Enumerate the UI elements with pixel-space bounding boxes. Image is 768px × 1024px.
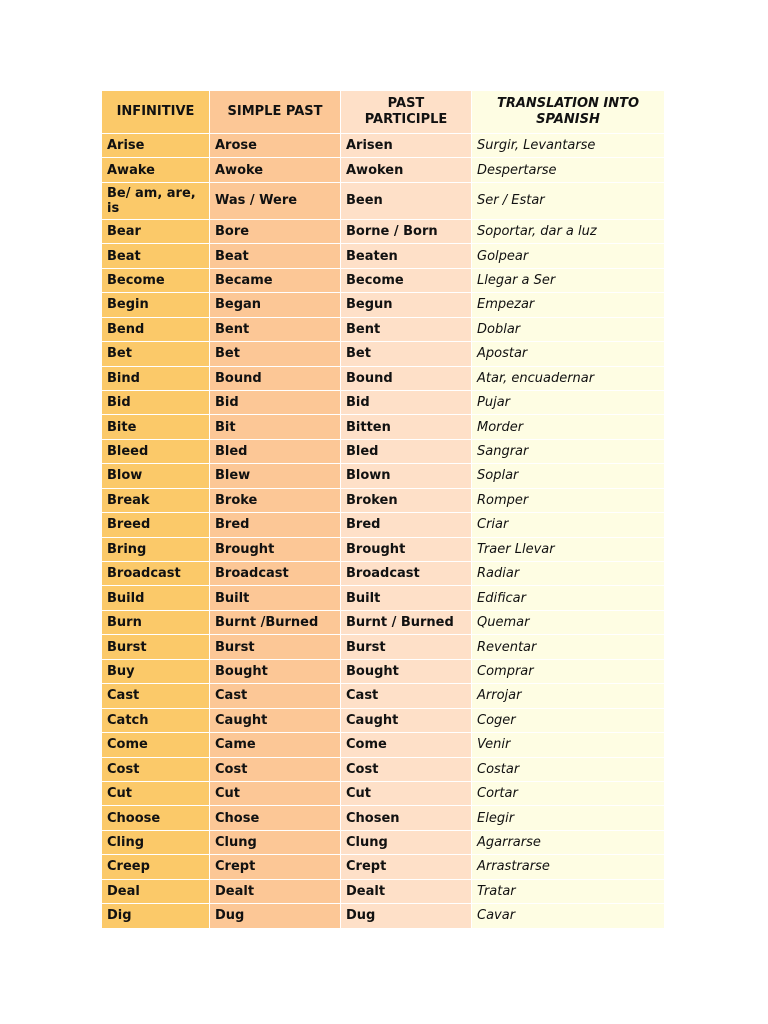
- cell-translation: Pujar: [472, 390, 665, 414]
- table-row: [102, 366, 665, 390]
- table-row: [102, 830, 665, 854]
- cell-past-participle: Chosen: [341, 805, 472, 829]
- cell-past-participle: Cast: [341, 683, 472, 707]
- table-row: [102, 561, 665, 585]
- cell-infinitive: Become: [102, 268, 210, 292]
- header-past-participle: PAST PARTICIPLE: [341, 91, 472, 133]
- cell-infinitive: Blow: [102, 463, 210, 487]
- cell-past-participle: Become: [341, 268, 472, 292]
- cell-infinitive: Burn: [102, 610, 210, 634]
- cell-infinitive: Be/ am, are, is: [102, 182, 210, 219]
- cell-simple-past: Blew: [210, 463, 341, 487]
- header-translation: TRANSLATION INTO SPANISH: [472, 91, 665, 133]
- cell-past-participle: Been: [341, 182, 472, 219]
- table-row: [102, 537, 665, 561]
- cell-translation: Soportar, dar a luz: [472, 219, 665, 243]
- cell-past-participle: Borne / Born: [341, 219, 472, 243]
- cell-translation: Coger: [472, 708, 665, 732]
- cell-translation: Cortar: [472, 781, 665, 805]
- table-row: [102, 781, 665, 805]
- cell-simple-past: Bred: [210, 512, 341, 536]
- cell-translation: Agarrarse: [472, 830, 665, 854]
- table-header-row: [102, 91, 665, 133]
- cell-past-participle: Bid: [341, 390, 472, 414]
- cell-translation: Costar: [472, 757, 665, 781]
- cell-past-participle: Broken: [341, 488, 472, 512]
- cell-translation: Tratar: [472, 879, 665, 903]
- table-row: [102, 268, 665, 292]
- cell-infinitive: Deal: [102, 879, 210, 903]
- table-body: [102, 133, 665, 928]
- table-row: [102, 585, 665, 609]
- cell-simple-past: Bid: [210, 390, 341, 414]
- cell-infinitive: Cost: [102, 757, 210, 781]
- cell-simple-past: Bought: [210, 659, 341, 683]
- cell-infinitive: Bend: [102, 317, 210, 341]
- cell-past-participle: Bred: [341, 512, 472, 536]
- cell-simple-past: Burnt /Burned: [210, 610, 341, 634]
- cell-simple-past: Bent: [210, 317, 341, 341]
- irregular-verbs-table: [102, 91, 665, 928]
- cell-infinitive: Bleed: [102, 439, 210, 463]
- cell-translation: Criar: [472, 512, 665, 536]
- cell-infinitive: Arise: [102, 133, 210, 157]
- table-row: [102, 732, 665, 756]
- cell-translation: Comprar: [472, 659, 665, 683]
- cell-infinitive: Choose: [102, 805, 210, 829]
- cell-translation: Soplar: [472, 463, 665, 487]
- cell-simple-past: Came: [210, 732, 341, 756]
- cell-translation: Romper: [472, 488, 665, 512]
- table-row: [102, 182, 665, 219]
- cell-translation: Despertarse: [472, 157, 665, 181]
- cell-translation: Arrastrarse: [472, 854, 665, 878]
- cell-infinitive: Creep: [102, 854, 210, 878]
- cell-translation: Edificar: [472, 585, 665, 609]
- cell-past-participle: Burnt / Burned: [341, 610, 472, 634]
- cell-translation: Arrojar: [472, 683, 665, 707]
- cell-infinitive: Buy: [102, 659, 210, 683]
- table-row: [102, 634, 665, 658]
- cell-translation: Llegar a Ser: [472, 268, 665, 292]
- cell-infinitive: Breed: [102, 512, 210, 536]
- cell-simple-past: Awoke: [210, 157, 341, 181]
- cell-infinitive: Cut: [102, 781, 210, 805]
- cell-past-participle: Bought: [341, 659, 472, 683]
- cell-translation: Surgir, Levantarse: [472, 133, 665, 157]
- cell-past-participle: Cost: [341, 757, 472, 781]
- cell-past-participle: Bitten: [341, 414, 472, 438]
- cell-infinitive: Begin: [102, 292, 210, 316]
- table-row: [102, 292, 665, 316]
- table-row: [102, 659, 665, 683]
- cell-translation: Morder: [472, 414, 665, 438]
- cell-simple-past: Dealt: [210, 879, 341, 903]
- cell-translation: Elegir: [472, 805, 665, 829]
- cell-simple-past: Brought: [210, 537, 341, 561]
- table-row: [102, 879, 665, 903]
- cell-past-participle: Cut: [341, 781, 472, 805]
- cell-past-participle: Come: [341, 732, 472, 756]
- cell-past-participle: Broadcast: [341, 561, 472, 585]
- cell-infinitive: Build: [102, 585, 210, 609]
- cell-infinitive: Bid: [102, 390, 210, 414]
- table-row: [102, 757, 665, 781]
- cell-simple-past: Cut: [210, 781, 341, 805]
- table-row: [102, 219, 665, 243]
- cell-infinitive: Bind: [102, 366, 210, 390]
- cell-infinitive: Bite: [102, 414, 210, 438]
- table-row: [102, 610, 665, 634]
- table-row: [102, 683, 665, 707]
- cell-simple-past: Clung: [210, 830, 341, 854]
- cell-past-participle: Bent: [341, 317, 472, 341]
- cell-simple-past: Broke: [210, 488, 341, 512]
- table-row: [102, 133, 665, 157]
- table-row: [102, 341, 665, 365]
- cell-infinitive: Beat: [102, 243, 210, 267]
- cell-simple-past: Broadcast: [210, 561, 341, 585]
- cell-past-participle: Burst: [341, 634, 472, 658]
- cell-translation: Empezar: [472, 292, 665, 316]
- cell-translation: Apostar: [472, 341, 665, 365]
- cell-past-participle: Caught: [341, 708, 472, 732]
- cell-simple-past: Was / Were: [210, 182, 341, 219]
- table-row: [102, 317, 665, 341]
- cell-infinitive: Bear: [102, 219, 210, 243]
- cell-past-participle: Begun: [341, 292, 472, 316]
- table-row: [102, 512, 665, 536]
- cell-infinitive: Burst: [102, 634, 210, 658]
- table-row: [102, 463, 665, 487]
- table-row: [102, 157, 665, 181]
- table-row: [102, 390, 665, 414]
- header-simple-past: SIMPLE PAST: [210, 91, 341, 133]
- cell-translation: Cavar: [472, 903, 665, 927]
- cell-simple-past: Cost: [210, 757, 341, 781]
- cell-past-participle: Arisen: [341, 133, 472, 157]
- cell-simple-past: Bet: [210, 341, 341, 365]
- cell-translation: Venir: [472, 732, 665, 756]
- cell-past-participle: Built: [341, 585, 472, 609]
- cell-past-participle: Bled: [341, 439, 472, 463]
- cell-past-participle: Dealt: [341, 879, 472, 903]
- table-row: [102, 414, 665, 438]
- cell-simple-past: Chose: [210, 805, 341, 829]
- cell-simple-past: Bound: [210, 366, 341, 390]
- cell-simple-past: Arose: [210, 133, 341, 157]
- cell-infinitive: Bring: [102, 537, 210, 561]
- cell-simple-past: Became: [210, 268, 341, 292]
- cell-simple-past: Built: [210, 585, 341, 609]
- cell-infinitive: Awake: [102, 157, 210, 181]
- cell-translation: Reventar: [472, 634, 665, 658]
- cell-translation: Atar, encuadernar: [472, 366, 665, 390]
- cell-past-participle: Beaten: [341, 243, 472, 267]
- cell-infinitive: Bet: [102, 341, 210, 365]
- table-row: [102, 805, 665, 829]
- cell-simple-past: Bit: [210, 414, 341, 438]
- cell-translation: Golpear: [472, 243, 665, 267]
- cell-translation: Quemar: [472, 610, 665, 634]
- table-row: [102, 708, 665, 732]
- cell-infinitive: Dig: [102, 903, 210, 927]
- cell-infinitive: Break: [102, 488, 210, 512]
- cell-simple-past: Beat: [210, 243, 341, 267]
- cell-past-participle: Brought: [341, 537, 472, 561]
- cell-translation: Ser / Estar: [472, 182, 665, 219]
- cell-simple-past: Bore: [210, 219, 341, 243]
- cell-simple-past: Caught: [210, 708, 341, 732]
- cell-infinitive: Cast: [102, 683, 210, 707]
- cell-simple-past: Began: [210, 292, 341, 316]
- cell-past-participle: Bound: [341, 366, 472, 390]
- cell-simple-past: Crept: [210, 854, 341, 878]
- cell-simple-past: Cast: [210, 683, 341, 707]
- cell-translation: Sangrar: [472, 439, 665, 463]
- cell-simple-past: Bled: [210, 439, 341, 463]
- cell-past-participle: Awoken: [341, 157, 472, 181]
- cell-translation: Traer Llevar: [472, 537, 665, 561]
- cell-infinitive: Cling: [102, 830, 210, 854]
- header-infinitive: INFINITIVE: [102, 91, 210, 133]
- cell-infinitive: Catch: [102, 708, 210, 732]
- table-row: [102, 488, 665, 512]
- cell-translation: Radiar: [472, 561, 665, 585]
- cell-past-participle: Blown: [341, 463, 472, 487]
- cell-past-participle: Crept: [341, 854, 472, 878]
- table-row: [102, 903, 665, 927]
- cell-past-participle: Clung: [341, 830, 472, 854]
- cell-simple-past: Burst: [210, 634, 341, 658]
- cell-simple-past: Dug: [210, 903, 341, 927]
- table-row: [102, 854, 665, 878]
- cell-infinitive: Come: [102, 732, 210, 756]
- table-row: [102, 243, 665, 267]
- cell-translation: Doblar: [472, 317, 665, 341]
- cell-past-participle: Bet: [341, 341, 472, 365]
- table-row: [102, 439, 665, 463]
- cell-past-participle: Dug: [341, 903, 472, 927]
- cell-infinitive: Broadcast: [102, 561, 210, 585]
